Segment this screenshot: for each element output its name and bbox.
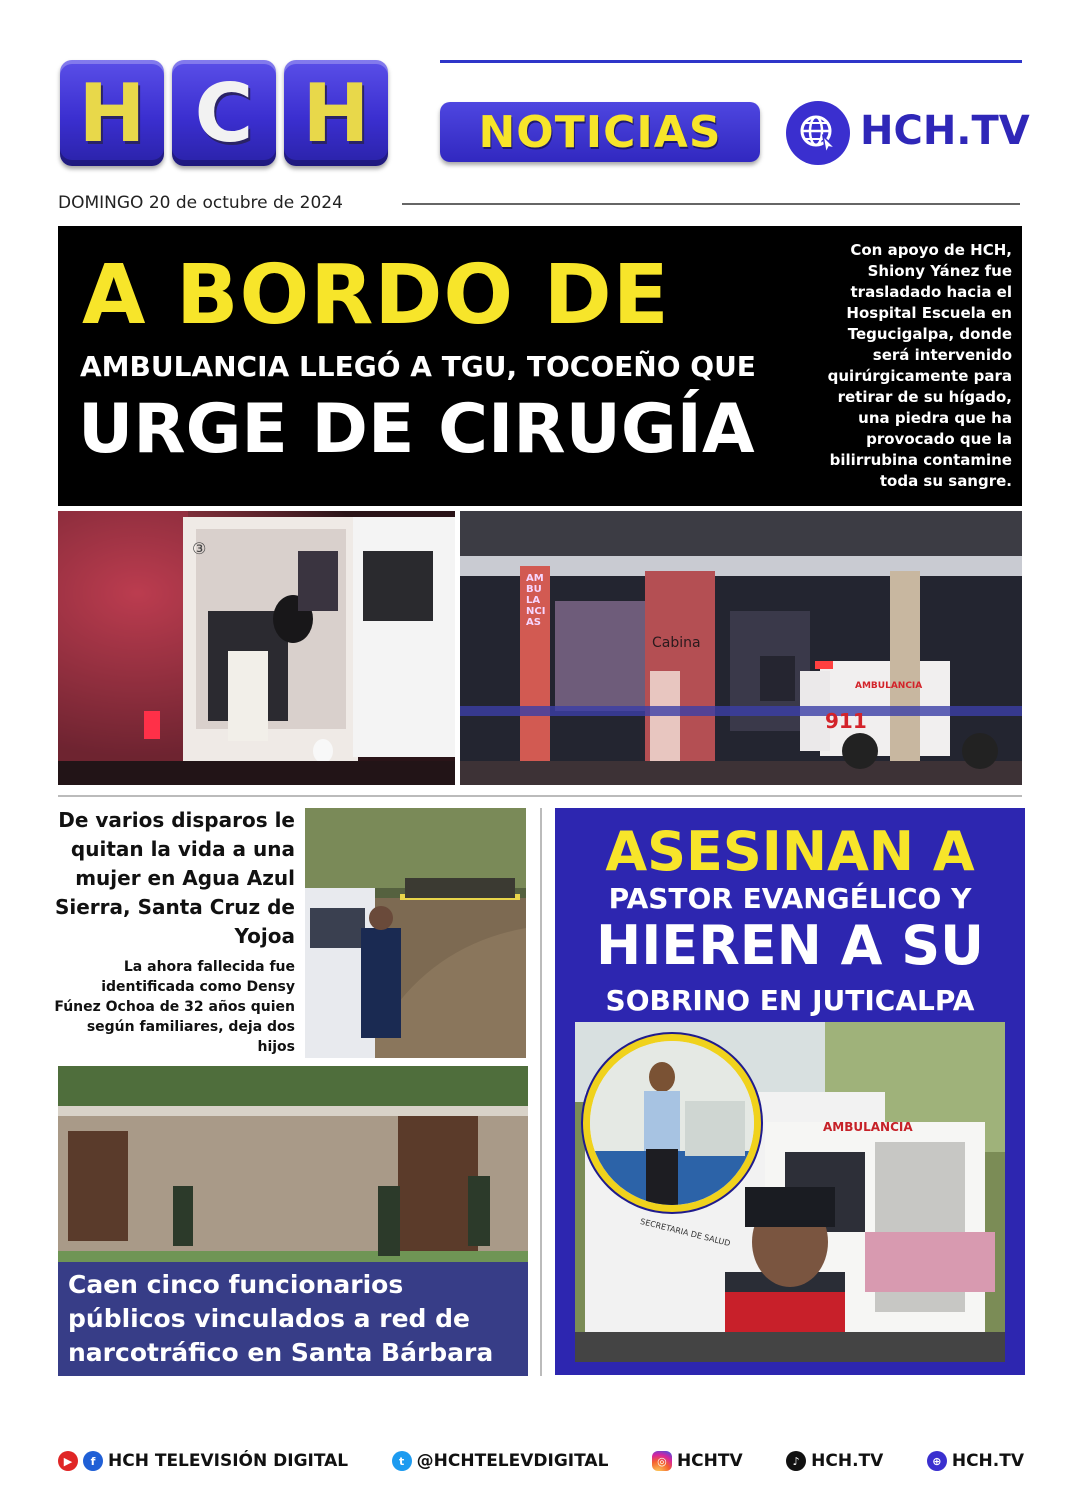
ambulance-photo [58,511,455,785]
footer-label-instagram: HCHTV [676,1451,743,1471]
section-label: NOTICIAS [440,102,760,162]
footer-label-hch-television: HCH TELEVISIÓN DIGITAL [108,1451,349,1471]
main-headline-block [58,226,1022,506]
logo-letter-c: C [172,60,276,166]
footer-label-website: HCH.TV [951,1451,1024,1471]
twitter-icon[interactable]: t [392,1451,412,1471]
shooting-story-headline: De varios disparos le quitan la vida a una mujer en Agua Azul Sierra, Santa Cruz de Yojoa [54,808,295,948]
footer-item-website[interactable] [927,1451,1024,1471]
crime-scene-photo [305,808,526,1058]
issue-date: DOMINGO 20 de octubre de 2024 [58,193,343,213]
section-divider [58,795,1022,797]
sign-ambulancias: AMBULANCIAS [526,573,546,628]
facebook-icon[interactable]: f [83,1451,103,1471]
pastor-headline-line3: HIEREN A SU [596,914,984,977]
pastor-ambulance-side: SECRETARIA DE SALUD [639,1216,732,1249]
main-story-summary: Con apoyo de HCH, Shiony Yánez fue trasladado hacia el Hospital Escuela en Tegucigalpa, donde será intervenido quirúrgicamente para retirar de su hígado, una piedra que ha provocado que la bilirrubina contamine toda su sangre. [827,241,1012,490]
pastor-story-panel [555,808,1025,1375]
social-footer [58,1446,1024,1476]
date-divider [402,203,1020,205]
hospital-photo [460,511,1022,785]
footer-item-hch-television[interactable] [58,1451,348,1471]
website-label[interactable]: HCH.TV [860,108,1030,154]
pastor-headline-line1: ASESINAN A [605,820,975,883]
shooting-story-summary: La ahora fallecida fue identificada como Densy Fúnez Ochoa de 32 años quien según familiares, deja dos hijos [54,959,295,1055]
footer-item-tiktok[interactable] [786,1451,883,1471]
pastor-ambulance-label: AMBULANCIA [823,1120,913,1134]
footer-label-tiktok: HCH.TV [811,1451,884,1471]
globe-cursor-icon [786,101,850,165]
main-headline-line2: AMBULANCIA LLEGÓ A TGU, TOCOEÑO QUE [80,350,756,383]
main-headline-line1: A BORDO DE [82,248,670,343]
header-divider [440,60,1022,63]
youtube-icon[interactable]: ▶ [58,1451,78,1471]
arrest-story-caption: Caen cinco funcionarios públicos vinculados a red de narcotráfico en Santa Bárbara [58,1262,528,1376]
sign-cabina: Cabina [652,635,701,651]
pastor-ambulance-photo [575,1022,1005,1362]
instagram-icon[interactable]: ◎ [652,1451,672,1471]
ambulance-side-label: AMBULANCIA [855,681,923,691]
logo-letter-h: H [60,60,164,166]
hch-logo [60,60,388,166]
tiktok-icon[interactable]: ♪ [786,1451,806,1471]
main-headline-line3: URGE DE CIRUGÍA [78,390,755,469]
ambulance-911-label: 911 [825,709,867,733]
footer-item-twitter[interactable] [392,1451,609,1471]
pastor-headline-line2: PASTOR EVANGÉLICO Y [608,882,972,915]
ambulance-door-number: ③ [192,539,207,558]
logo-letter-h2: H [284,60,388,166]
pastor-headline-line4: SOBRINO EN JUTICALPA [605,984,975,1017]
footer-item-instagram[interactable] [652,1451,743,1471]
column-divider [540,808,542,1376]
globe-icon[interactable]: ⊕ [927,1451,947,1471]
footer-label-twitter: @HCHTELEVDIGITAL [416,1451,609,1471]
pastor-portrait-inset [583,1034,761,1212]
